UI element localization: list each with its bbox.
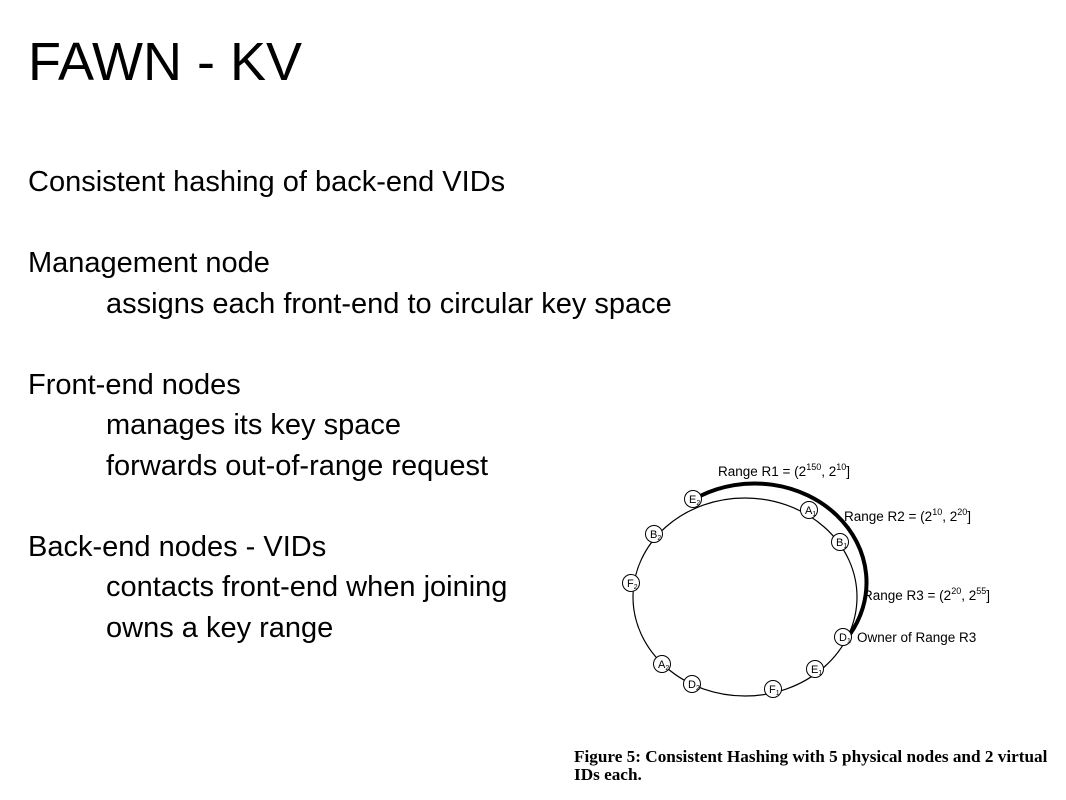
ring-node-e2	[685, 491, 702, 508]
ring-node-b1	[832, 534, 849, 551]
svg-text:A2: A2	[658, 659, 670, 672]
ring-node-d1	[835, 629, 852, 646]
bullet-heading: Management node	[28, 247, 270, 279]
bullet-subitem: forwards out-of-range request	[106, 449, 489, 482]
svg-text:F1: F1	[769, 684, 780, 697]
highlighted-range-arc	[700, 483, 867, 637]
bullet-subitem: manages its key space	[106, 409, 401, 441]
bullet-list	[28, 162, 672, 648]
range-r2-label: Range $R2 = (2^{10}$, $2^{20}$]	[844, 507, 971, 524]
ring-node-f2	[623, 575, 640, 592]
ring-node-a2	[654, 656, 671, 673]
svg-text:B1: B1	[836, 537, 848, 550]
range-r1-label: Range $R1 = (2^{150}$, $2^{10}$]	[718, 462, 851, 479]
bullet-heading: Back-end nodes - VIDs	[28, 530, 327, 563]
svg-text:B2: B2	[650, 529, 662, 542]
owner-of-range-label: Owner of Range R3	[857, 630, 977, 645]
figure-caption	[574, 748, 1059, 784]
ring-node-d2	[684, 676, 701, 693]
ring-node-e1	[807, 661, 824, 678]
ring-node-a1	[801, 502, 818, 519]
bullet-heading: Consistent hashing of back-end VIDs	[28, 166, 506, 198]
svg-text:D1: D1	[839, 632, 851, 645]
ring-node-b2	[646, 526, 663, 543]
figure-caption-line: IDs each.	[574, 765, 642, 784]
bullet-subitem: owns a key range	[106, 611, 334, 644]
ring-node-f1	[765, 681, 782, 698]
svg-text:E2: E2	[689, 494, 701, 507]
figure-caption-line: Figure 5: Consistent Hashing with 5 physical nodes and 2 virtual	[574, 747, 1048, 766]
slide-title: FAWN - KV	[28, 32, 303, 92]
range-r3-label: Range $R3 = (2^{20}$, $2^{55}$]	[863, 586, 990, 603]
consistent-hashing-ring-diagram	[600, 450, 1066, 750]
svg-text:F2: F2	[627, 578, 638, 591]
svg-text:D2: D2	[688, 679, 700, 692]
bullet-subitem: contacts front-end when joining	[106, 571, 508, 603]
svg-text:E1: E1	[811, 664, 823, 677]
bullet-subitem: assigns each front-end to circular key space	[106, 287, 672, 320]
svg-text:A1: A1	[805, 505, 817, 518]
bullet-heading: Front-end nodes	[28, 368, 241, 401]
